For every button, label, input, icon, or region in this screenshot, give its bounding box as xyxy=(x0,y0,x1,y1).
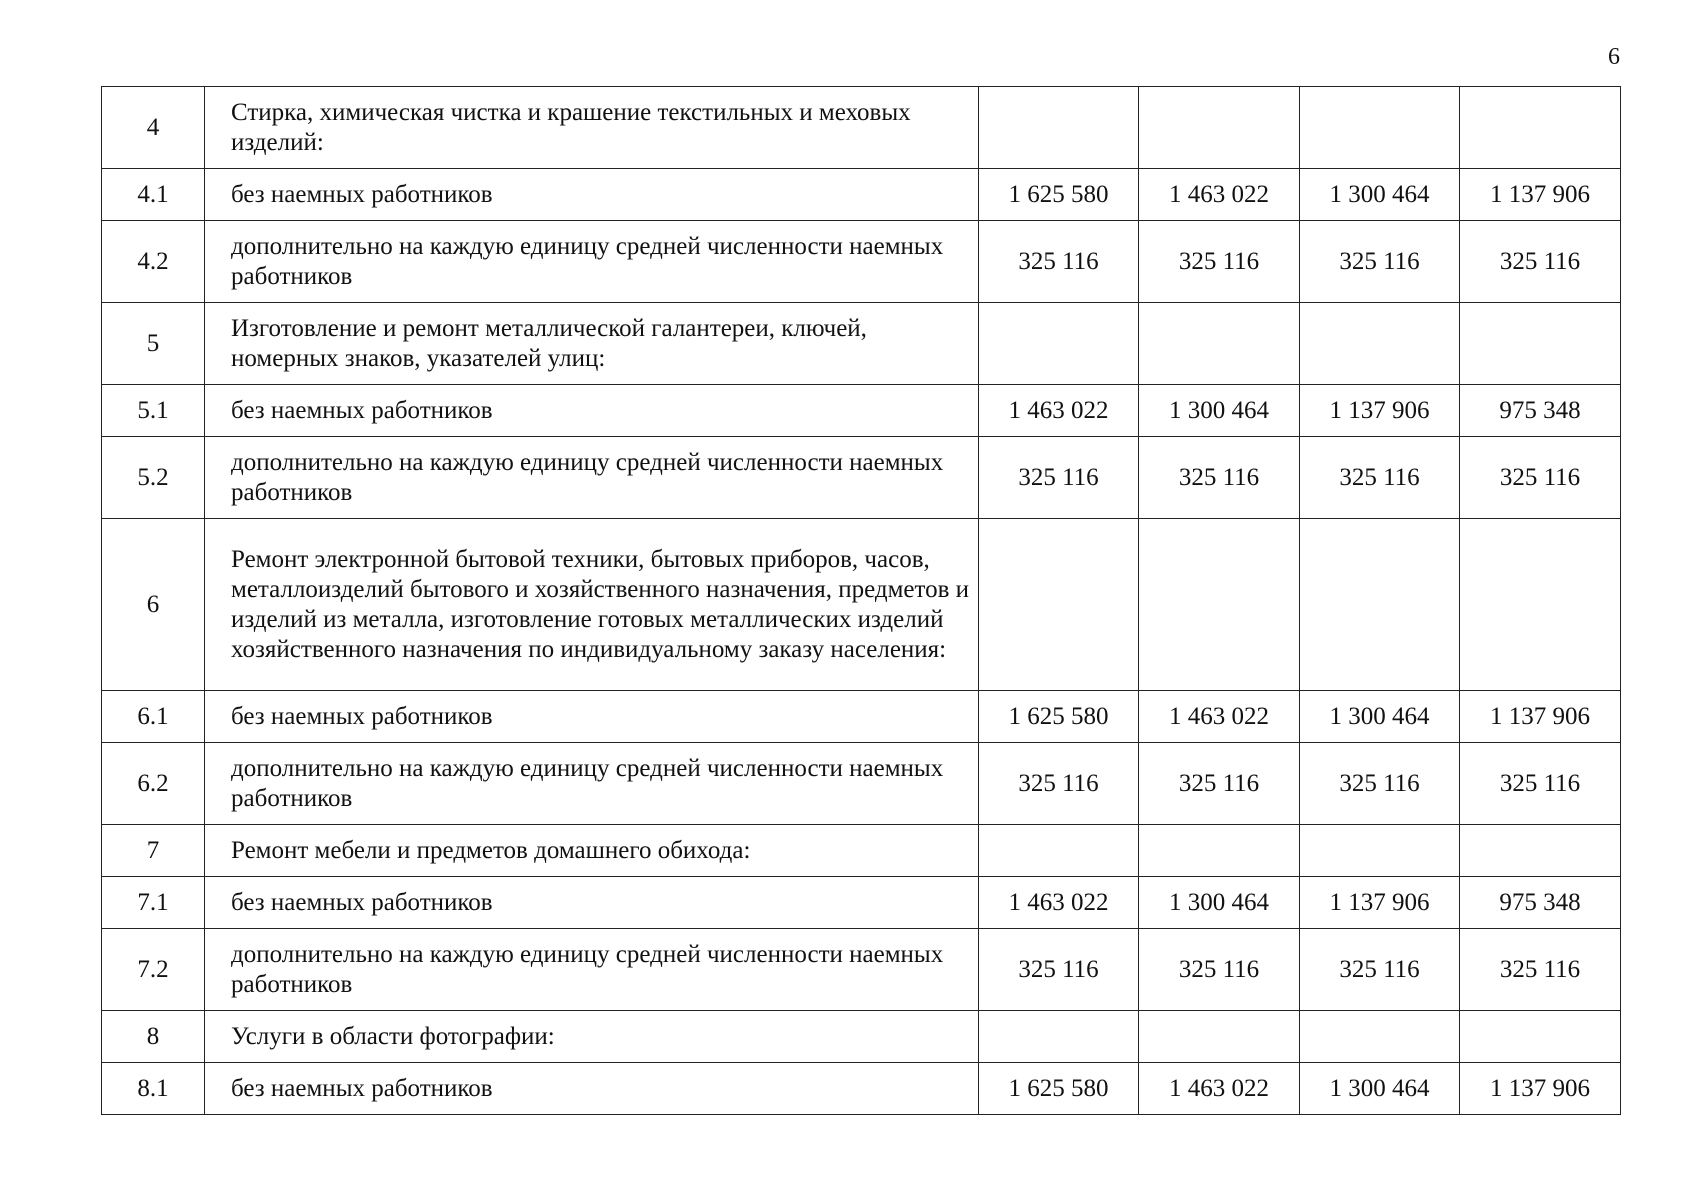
row-description: без наемных работников xyxy=(205,691,979,743)
row-description: Услуги в области фотографии: xyxy=(205,1011,979,1063)
row-description: без наемных работников xyxy=(205,1063,979,1115)
value-cell: 1 625 580 xyxy=(979,169,1139,221)
row-description: без наемных работников xyxy=(205,877,979,929)
row-description: Стирка, химическая чистка и крашение текстильных и меховых изделий: xyxy=(205,87,979,169)
value-cell: 1 463 022 xyxy=(979,877,1139,929)
value-cell: 1 137 906 xyxy=(1300,385,1460,437)
value-cell xyxy=(1300,825,1460,877)
row-description: Ремонт электронной бытовой техники, бытовых приборов, часов, металлоизделий бытового и хозяйственного назначения, предметов и изделий из металла, изготовление готовых металлических изделий хозяйственного назначения по индивидуальному заказу населения: xyxy=(205,519,979,691)
value-cell: 1 137 906 xyxy=(1300,877,1460,929)
value-cell: 325 116 xyxy=(1139,929,1300,1011)
value-cell: 1 300 464 xyxy=(1300,169,1460,221)
value-cell xyxy=(1139,303,1300,385)
row-number: 6.1 xyxy=(102,691,205,743)
row-number: 4.2 xyxy=(102,221,205,303)
table-row xyxy=(102,303,1621,385)
row-description: дополнительно на каждую единицу средней численности наемных работников xyxy=(205,221,979,303)
value-cell: 1 137 906 xyxy=(1460,169,1621,221)
row-number: 6.2 xyxy=(102,743,205,825)
value-cell xyxy=(979,87,1139,169)
value-cell xyxy=(1460,825,1621,877)
value-cell xyxy=(1139,519,1300,691)
value-cell: 325 116 xyxy=(979,437,1139,519)
value-cell xyxy=(1300,519,1460,691)
value-cell xyxy=(1300,1011,1460,1063)
row-description: дополнительно на каждую единицу средней численности наемных работников xyxy=(205,743,979,825)
row-description: дополнительно на каждую единицу средней численности наемных работников xyxy=(205,437,979,519)
value-cell xyxy=(979,825,1139,877)
row-number: 7.1 xyxy=(102,877,205,929)
value-cell: 325 116 xyxy=(1460,743,1621,825)
row-number: 5 xyxy=(102,303,205,385)
value-cell: 325 116 xyxy=(1460,221,1621,303)
value-cell: 325 116 xyxy=(1139,743,1300,825)
value-cell xyxy=(1460,519,1621,691)
value-cell: 1 137 906 xyxy=(1460,1063,1621,1115)
value-cell xyxy=(1139,87,1300,169)
table-row xyxy=(102,519,1621,691)
page-number: 6 xyxy=(1608,44,1620,70)
row-description: дополнительно на каждую единицу средней численности наемных работников xyxy=(205,929,979,1011)
table-row xyxy=(102,1063,1621,1115)
value-cell: 1 625 580 xyxy=(979,1063,1139,1115)
row-number: 7 xyxy=(102,825,205,877)
value-cell: 1 300 464 xyxy=(1139,385,1300,437)
row-number: 5.2 xyxy=(102,437,205,519)
row-number: 8 xyxy=(102,1011,205,1063)
table-row xyxy=(102,87,1621,169)
row-number: 8.1 xyxy=(102,1063,205,1115)
value-cell: 1 463 022 xyxy=(1139,1063,1300,1115)
value-cell: 1 463 022 xyxy=(1139,691,1300,743)
value-cell: 325 116 xyxy=(1300,437,1460,519)
value-cell xyxy=(1460,303,1621,385)
value-cell: 1 463 022 xyxy=(979,385,1139,437)
value-cell: 1 137 906 xyxy=(1460,691,1621,743)
value-cell xyxy=(1300,303,1460,385)
value-cell: 325 116 xyxy=(1139,221,1300,303)
row-number: 4.1 xyxy=(102,169,205,221)
row-number: 5.1 xyxy=(102,385,205,437)
value-cell: 975 348 xyxy=(1460,877,1621,929)
table-row xyxy=(102,1011,1621,1063)
value-cell: 1 300 464 xyxy=(1300,691,1460,743)
value-cell: 325 116 xyxy=(1300,221,1460,303)
value-cell xyxy=(1460,1011,1621,1063)
table-row xyxy=(102,825,1621,877)
value-cell: 325 116 xyxy=(1460,437,1621,519)
tax-rates-table xyxy=(101,86,1621,1115)
value-cell: 325 116 xyxy=(1300,929,1460,1011)
value-cell: 325 116 xyxy=(979,221,1139,303)
row-number: 4 xyxy=(102,87,205,169)
value-cell xyxy=(979,519,1139,691)
value-cell: 1 463 022 xyxy=(1139,169,1300,221)
value-cell: 325 116 xyxy=(1300,743,1460,825)
table-row xyxy=(102,169,1621,221)
table-row xyxy=(102,385,1621,437)
row-description: без наемных работников xyxy=(205,169,979,221)
value-cell: 975 348 xyxy=(1460,385,1621,437)
value-cell xyxy=(1139,1011,1300,1063)
row-number: 6 xyxy=(102,519,205,691)
table-row xyxy=(102,743,1621,825)
row-number: 7.2 xyxy=(102,929,205,1011)
row-description: Ремонт мебели и предметов домашнего обихода: xyxy=(205,825,979,877)
value-cell: 325 116 xyxy=(1460,929,1621,1011)
value-cell xyxy=(1460,87,1621,169)
value-cell xyxy=(1300,87,1460,169)
value-cell: 1 300 464 xyxy=(1139,877,1300,929)
value-cell xyxy=(979,1011,1139,1063)
value-cell xyxy=(1139,825,1300,877)
value-cell: 325 116 xyxy=(1139,437,1300,519)
value-cell: 1 300 464 xyxy=(1300,1063,1460,1115)
value-cell: 1 625 580 xyxy=(979,691,1139,743)
row-description: без наемных работников xyxy=(205,385,979,437)
table-row xyxy=(102,221,1621,303)
table-row xyxy=(102,691,1621,743)
row-description: Изготовление и ремонт металлической галантереи, ключей, номерных знаков, указателей улиц: xyxy=(205,303,979,385)
value-cell: 325 116 xyxy=(979,743,1139,825)
table-row xyxy=(102,877,1621,929)
value-cell xyxy=(979,303,1139,385)
table-row xyxy=(102,437,1621,519)
value-cell: 325 116 xyxy=(979,929,1139,1011)
table-row xyxy=(102,929,1621,1011)
